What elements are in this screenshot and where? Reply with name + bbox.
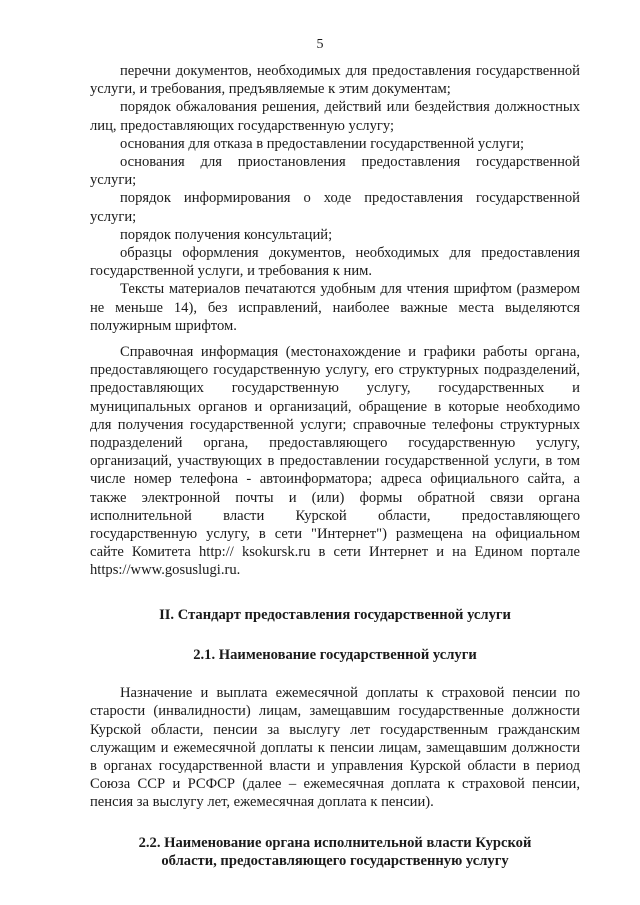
page-number: 5 — [316, 37, 324, 52]
paragraph-font-requirements: Тексты материалов печатаются удобным для чтения шрифтом (размером не меньше 14), без исправлений, наиболее важные места выделяются полужирным шрифтом. — [90, 281, 580, 334]
paragraph-appeal-procedure: порядок обжалования решения, действий или бездействия должностных лиц, предоставляющих государственную услугу; — [90, 99, 580, 134]
paragraph-progress-info: порядок информирования о ходе предоставления государственной услуги; — [90, 190, 580, 225]
subsection-2-title-line-1: 2.2. Наименование органа исполнительной власти Курской — [138, 834, 532, 851]
subsection-1-text: Назначение и выплата ежемесячной доплаты к страховой пенсии по старости (инвалидности) лицам, замещавшим государственные должности Курской области, пенсии за выслугу лет государственным гражданским служащим и ежемесячной доплаты к пенсии лицам, замещавшим должности в органах государственной власти и управления Курской области в период Союза ССР и РСФСР (далее – ежемесячная доплата к страховой пенсии, пенсия за выслугу лет, ежемесячная доплата к пенсии). — [90, 685, 580, 811]
paragraph-consultations: порядок получения консультаций; — [120, 226, 333, 243]
document-body — [90, 62, 580, 870]
subsection-2-title-line-2: области, предоставляющего государственную услугу — [161, 852, 509, 869]
paragraph-reference-info: Справочная информация (местонахождение и графики работы органа, предоставляющего государственную услугу, его структурных подразделений, предоставляющих государственную услугу, государственных и муниципальных органов и организаций, обращение в которые необходимо для получения государственной услуги; справочные телефоны структурных подразделений органа, предоставляющего государственную услугу, организаций, участвующих в предоставлении государственной услуги, в том числе номер телефона - автоинформатора; адреса официального сайта, а также электронной почты и (или) формы обратной связи органа исполнительной власти Курской области, предоставляющего государственную услугу, в сети "Интернет") размещена на официальном сайте Комитета http:// ksokursk.ru в сети Интернет и на Едином портале https://www.gosuslugi.ru. — [90, 344, 580, 579]
subsection-1-title: 2.1. Наименование государственной услуги — [193, 646, 477, 663]
paragraph-document-samples: образцы оформления документов, необходимых для предоставления государственной услуги, и требования к ним. — [90, 245, 580, 280]
section-title: II. Стандарт предоставления государственной услуги — [159, 606, 511, 623]
paragraph-suspension-grounds: основания для приостановления предоставления государственной услуги; — [90, 154, 580, 189]
paragraph-refusal-grounds: основания для отказа в предоставлении государственной услуги; — [120, 135, 525, 152]
subsection-2-title — [90, 834, 580, 870]
paragraph-documents-list: перечни документов, необходимых для предоставления государственной услуги, и требования, предъявляемые к этим документам; — [90, 63, 580, 98]
